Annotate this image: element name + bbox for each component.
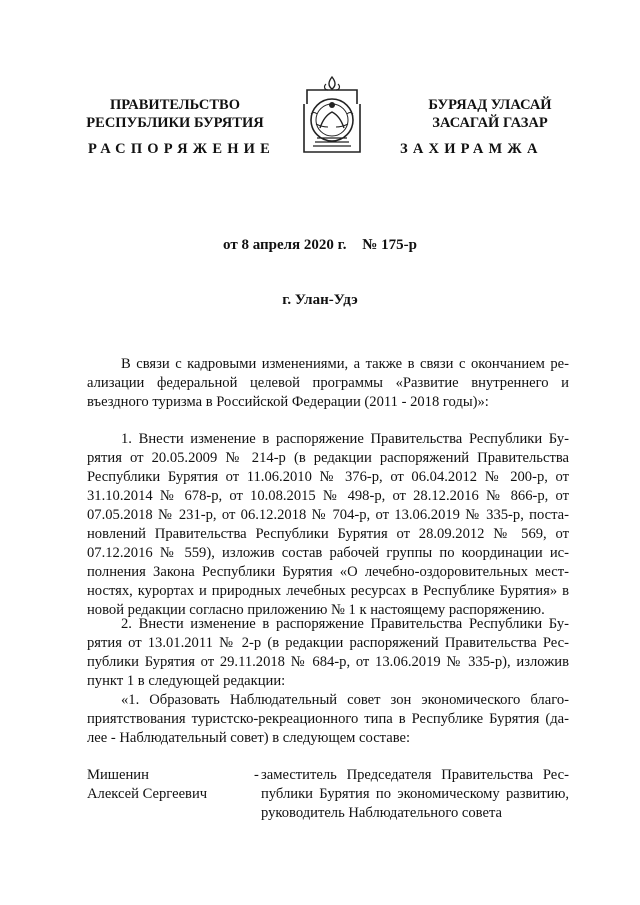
header-left bbox=[70, 96, 280, 132]
document-city: г. Улан-Удэ bbox=[282, 292, 358, 308]
member-role: заместитель Председателя Правительства Республики Бурятия по экономическому развитию, руководитель Наблюдательного совета bbox=[261, 767, 569, 821]
member-surname: Мишенин bbox=[87, 767, 149, 783]
buryatia-coat-of-arms-icon bbox=[301, 74, 363, 156]
paragraph-intro-text: В связи с кадровыми изменениями, а также в связи с окончанием реализации федеральной целевой программы «Развитие внутреннего и въездного туризма в Российской Федерации (2011 - 2018 годы)»: bbox=[87, 356, 569, 410]
member-name bbox=[87, 766, 247, 804]
paragraph-quote-text: «1. Образовать Наблюдательный совет зон экономического благоприятствования туристско-рекреационного типа в Республике Бурятия (далее - Наблюдательный совет) в следующем составе: bbox=[87, 692, 569, 746]
member-dash: - bbox=[254, 767, 259, 783]
paragraph-point-1-text: 1. Внести изменение в распоряжение Правительства Республики Бурятия от 20.05.2009 № 214-р (в редакции распоряжений Правительства Республики Бурятия от 11.06.2010 № 376-р, от 06.04.2012 № 200-р, от 31.10.2014 № 678-р, от 10.08.2015 № 498-р, от 28.12.2016 № 866-р, от 07.05.2018 № 231-р, от 06.12.2018 № 704-р, от 13.06.2019 № 335-р, постановлений Правительства Республики Бурятия от 28.09.2012 № 569, от 07.12.2016 № 559), изложив состав рабочей группы по координации исполнения Закона Республики Бурятия «О лечебно-оздоровительных местностях, курортах и природных лечебных ресурсах в Республике Бурятия» в новой редакции согласно приложению № 1 к настоящему распоряжению. bbox=[87, 431, 569, 618]
order-title-ru: РАСПОРЯЖЕНИЕ bbox=[88, 141, 276, 157]
order-title-bua: ЗАХИРАМЖА bbox=[400, 141, 543, 157]
document-number: № 175-р bbox=[362, 237, 417, 253]
header-right-line2: ЗАСАГАЙ ГАЗАР bbox=[432, 115, 548, 131]
header-right-line1: БУРЯАД УЛАСАЙ bbox=[428, 97, 552, 113]
paragraph-point-2 bbox=[87, 615, 569, 691]
paragraph-quote bbox=[87, 691, 569, 748]
header-left-line2: РЕСПУБЛИКИ БУРЯТИЯ bbox=[86, 115, 264, 131]
document-date: от 8 апреля 2020 г. bbox=[223, 237, 347, 253]
header-left-line1: ПРАВИТЕЛЬСТВО bbox=[110, 97, 240, 113]
paragraph-intro bbox=[87, 355, 569, 412]
member-given-name: Алексей Сергеевич bbox=[87, 786, 208, 802]
header-right bbox=[380, 96, 600, 132]
paragraph-point-2-text: 2. Внести изменение в распоряжение Правительства Республики Бурятия от 13.01.2011 № 2-р (в редакции распоряжений Правительства Республики Бурятия от 29.11.2018 № 684-р, от 13.06.2019 № 335-р), изложив пункт 1 в следующей редакции: bbox=[87, 616, 569, 689]
document-date-line bbox=[0, 237, 640, 254]
paragraph-point-1 bbox=[87, 430, 569, 620]
